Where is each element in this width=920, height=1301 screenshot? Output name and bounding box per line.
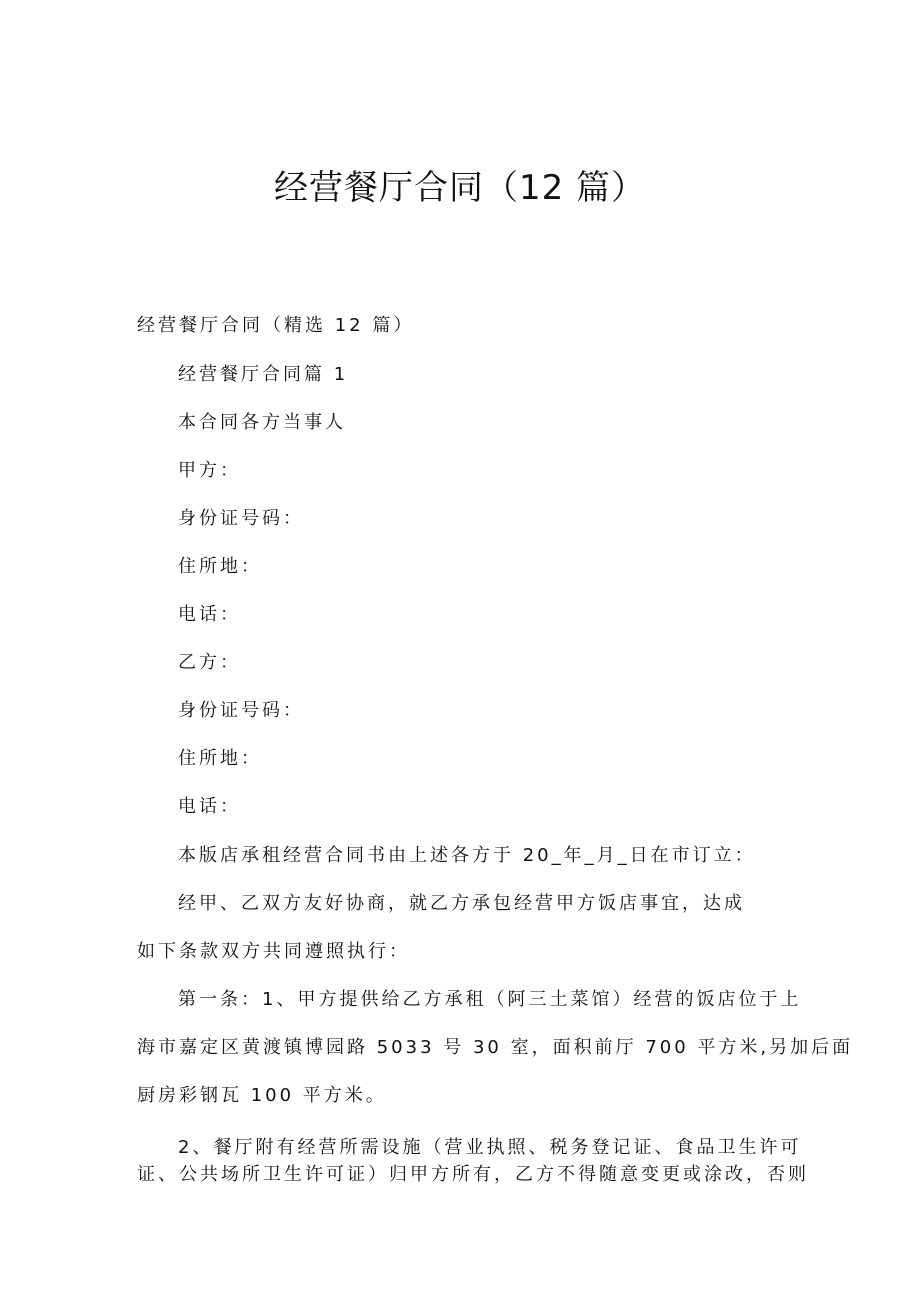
paragraph-line: 经甲、乙双方友好协商，就乙方承包经营甲方饭店事宜，达成 [178,893,745,914]
party-a-id-label: 身份证号码： [178,508,304,529]
party-a-phone-label: 电话： [178,604,241,625]
document-title: 经营餐厅合同（12 篇） [273,168,647,208]
paragraph-line: 如下条款双方共同遵照执行： [137,941,410,962]
section-heading: 经营餐厅合同篇 1 [178,364,349,385]
party-b-label: 乙方： [178,652,241,673]
party-a-label: 甲方： [178,460,241,481]
clause-line: 2、餐厅附有经营所需设施（营业执照、税务登记证、食品卫生许可 [178,1137,802,1158]
party-b-phone-label: 电话： [178,796,241,817]
paragraph-line: 本版店承租经营合同书由上述各方于 20_年_月_日在市订立： [178,845,756,866]
paragraph-line: 本合同各方当事人 [178,412,346,433]
party-b-id-label: 身份证号码： [178,700,304,721]
clause-line: 第一条：1、甲方提供给乙方承租（阿三土菜馆）经营的饭店位于上 [178,989,802,1010]
clause-line: 厨房彩钢瓦 100 平方米。 [137,1085,387,1106]
subtitle-line: 经营餐厅合同（精选 12 篇） [137,315,415,336]
clause-line: 海市嘉定区黄渡镇博园路 5033 号 30 室，面积前厅 700 平方米,另加后面 [137,1037,854,1058]
party-b-address-label: 住所地： [178,748,262,769]
party-a-address-label: 住所地： [178,556,262,577]
clause-line: 证、公共场所卫生许可证）归甲方所有，乙方不得随意变更或涂改，否则 [137,1164,809,1185]
